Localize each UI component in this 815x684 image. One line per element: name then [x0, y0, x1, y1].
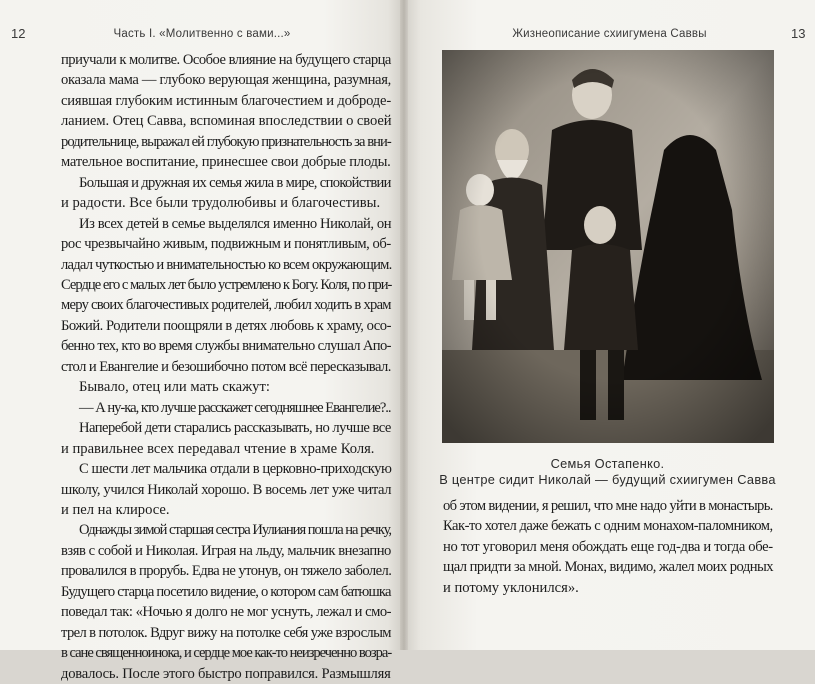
text-line: Как-то хотел даже бежать с одним монахом-паломником, [443, 518, 773, 535]
text-line: поведал так: «Ночью я долго не мог уснуть, лежал и смо- [61, 604, 392, 621]
text-line: школу, учился Николай хорошо. В восемь лет уже читал [61, 481, 392, 498]
left-page-number: 12 [11, 26, 26, 41]
text-line: Однажды зимой старшая сестра Иулиания пошла на речку, [79, 522, 391, 539]
text-line: оказала мама — глубоко верующая женщина, разумная, [61, 72, 391, 89]
text-line: рос чрезвычайно живым, подвижным и понятливым, об- [61, 236, 391, 253]
text-line: взяв с собой и Николая. Играя на льду, мальчик внезапно [61, 542, 391, 559]
right-body-text [443, 496, 773, 598]
text-line: и пел на клиросе. [61, 501, 170, 518]
text-line: Бывало, отец или мать скажут: [79, 379, 270, 396]
left-running-head: Часть I. «Молитвенно с вами...» [113, 28, 291, 40]
text-line: Наперебой дети старались рассказывать, но лучше все [79, 420, 391, 437]
text-line: сиявшая глубоким истинным благочестием и доброде- [61, 92, 391, 109]
text-line: в сане священноинока, и сердце мое как-то неизреченно возра- [61, 645, 392, 662]
text-line: С шести лет мальчика отдали в церковно-приходскую [79, 461, 392, 478]
text-line: меру своих благочестивых родителей, любил ходить в храм [61, 297, 391, 314]
text-line: и потому уклонился». [443, 579, 579, 596]
left-body-text [61, 50, 391, 684]
text-line: Сердце его с малых лет было устремлено к Богу. Коля, по при- [61, 276, 392, 293]
text-line: об этом видении, я решил, что мне надо уйти в монастырь. [443, 498, 773, 514]
text-line: Большая и дружная их семья жила в мире, спокойствии [79, 174, 391, 191]
text-line: трел в потолок. Вдруг вижу на потолке себя уже взрослым [61, 624, 391, 641]
book-gutter [400, 0, 408, 650]
text-line: Будущего старца посетило видение, о котором сам батюшка [61, 583, 391, 600]
text-line: бенно тех, кто во время службы внимательно слушал Апо- [61, 338, 391, 355]
text-line: Из всех детей в семье выделялся именно Николай, он [79, 215, 392, 232]
text-line: ланием. Отец Савва, вспоминая впоследствии о своей [61, 113, 392, 130]
text-line: Божий. Родители поощряли в детях любовь к храму, осо- [61, 317, 392, 334]
text-line: — А ну-ка, кто лучше расскажет сегодняшнее Евангелие?.. [79, 399, 391, 416]
text-line: щал придти за мной. Монах, видимо, жалел моих родных [443, 559, 774, 576]
text-line: провалился в прорубь. Едва не утонув, он тяжело заболел. [61, 563, 392, 580]
family-photo [442, 50, 774, 443]
text-line: родительнице, выражал ей глубокую признательность за вни- [61, 133, 391, 150]
text-line: но тот уговорил меня обождать еще год-два и тогда обе- [443, 538, 773, 555]
text-line: и радости. Все были трудолюбивы и благочестивы. [61, 195, 381, 212]
photo-caption-title: Семья Остапенко. [550, 456, 665, 471]
text-line: ладал чуткостью и внимательностью ко всем окружающим. [61, 256, 392, 273]
text-line: и правильнее всех передавал чтение в храме Коля. [61, 440, 375, 457]
text-line: довалось. После этого быстро поправился. Размышляя [61, 665, 391, 682]
text-line: мательное воспитание, принесшее свои добрые плоды. [61, 154, 391, 171]
photo-caption-description: В центре сидит Николай — будущий схиигумен Савва [439, 472, 776, 487]
text-line: приучали к молитве. Особое влияние на будущего старца [61, 52, 391, 68]
text-line: стол и Евангелие и безошибочно потом всё пересказывал. [61, 358, 391, 375]
right-running-head: Жизнеописание схиигумена Саввы [512, 28, 707, 40]
right-page-number: 13 [791, 26, 806, 41]
